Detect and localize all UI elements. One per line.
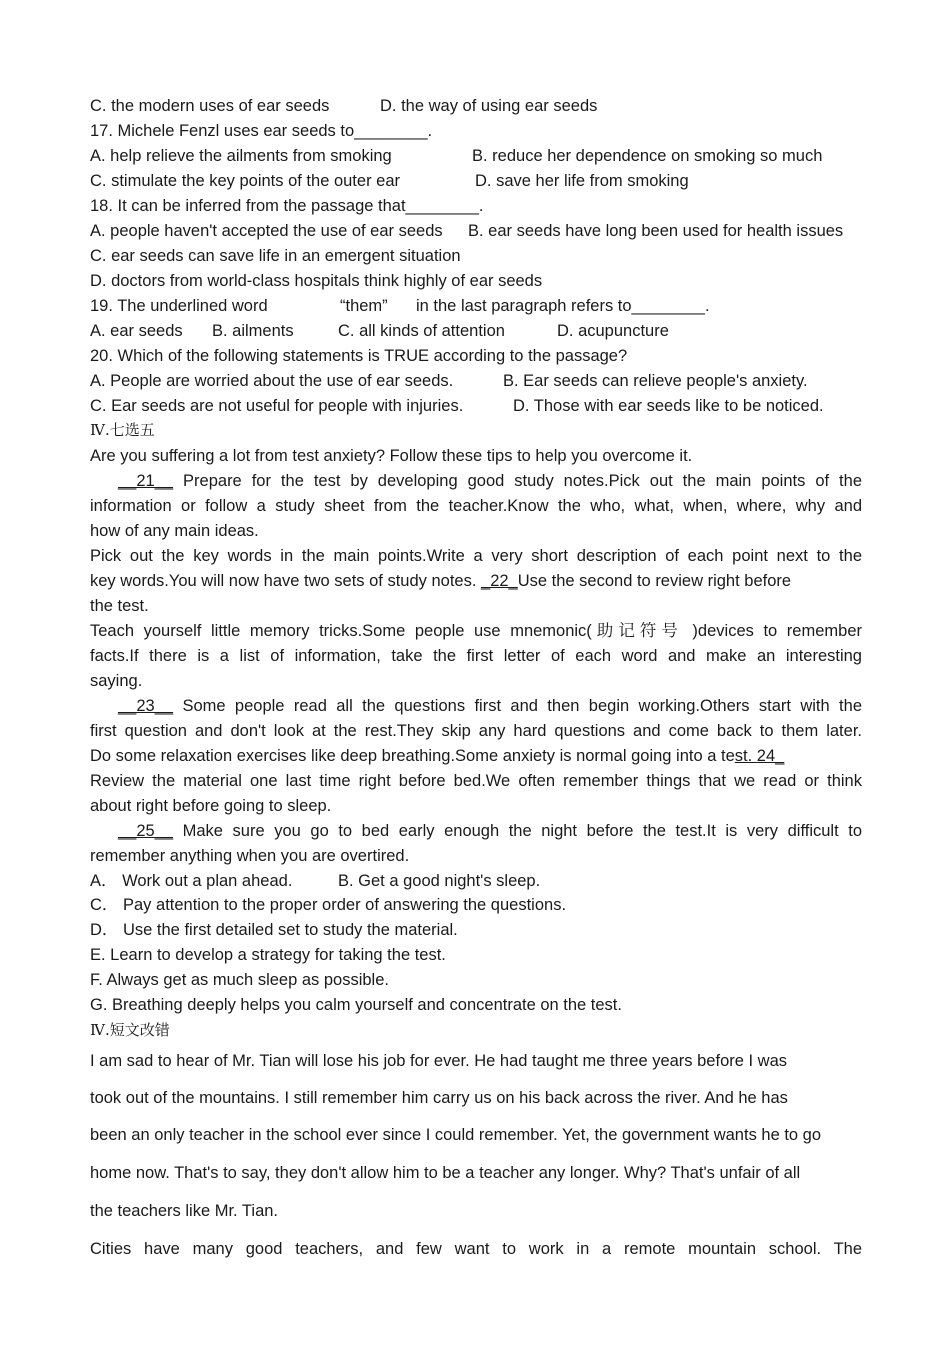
q20-option-c: C. Ear seeds are not useful for people with injuries. xyxy=(90,397,464,415)
paragraph-1-text: Prepare for the test by developing good study notes.Pick out the main points of the xyxy=(173,472,862,490)
choice-d: D． Use the first detailed set to study the material. xyxy=(90,921,458,939)
q19-option-b: B. ailments xyxy=(212,322,294,340)
section-heading-error-correction: Ⅳ.短文改错 xyxy=(90,1021,170,1039)
paragraph-1-line-1 xyxy=(118,469,862,493)
q18-stem: 18. It can be inferred from the passage that________. xyxy=(90,197,484,215)
essay-line-2: took out of the mountains. I still remember him carry us on his back across the river. And he has xyxy=(90,1089,788,1107)
q16-option-c: C. the modern uses of ear seeds xyxy=(90,97,330,115)
q17-stem: 17. Michele Fenzl uses ear seeds to________. xyxy=(90,122,433,140)
paragraph-2-text-a: key words.You will now have two sets of study notes. xyxy=(90,572,482,590)
essay-line-5: the teachers like Mr. Tian. xyxy=(90,1202,279,1220)
q20-option-b: B. Ear seeds can relieve people's anxiety. xyxy=(503,372,808,390)
q17-option-d: D. save her life from smoking xyxy=(475,172,689,190)
paragraph-2-line-2 xyxy=(90,569,791,593)
choice-g: G. Breathing deeply helps you calm yourself and concentrate on the test. xyxy=(90,996,622,1014)
paragraph-5-line-1 xyxy=(90,744,784,768)
q16-option-d: D. the way of using ear seeds xyxy=(380,97,598,115)
essay-line-3: been an only teacher in the school ever since I could remember. Yet, the government wants he to go xyxy=(90,1126,822,1144)
q20-option-d: D. Those with ear seeds like to be noticed. xyxy=(513,397,824,415)
q20-stem: 20. Which of the following statements is TRUE according to the passage? xyxy=(90,347,628,365)
blank-22: _22_ xyxy=(481,572,518,590)
paragraph-4-line-1 xyxy=(118,694,862,718)
q17-option-c: C. stimulate the key points of the outer ear xyxy=(90,172,400,190)
passage-intro: Are you suffering a lot from test anxiety? Follow these tips to help you overcome it. xyxy=(90,447,693,465)
paragraph-3-line-2: facts.If there is a list of information, take the first letter of each word and make an interesting xyxy=(90,647,862,665)
paragraph-4-line-2: first question and don't look at the rest.They skip any hard questions and come back to them later. xyxy=(90,722,862,740)
paragraph-5-line-3: about right before going to sleep. xyxy=(90,797,332,815)
q19-stem-part1: 19. The underlined word xyxy=(90,297,268,315)
paragraph-3-line-1: Teach yourself little memory tricks.Some people use mnemonic(助记符号 )devices to remember xyxy=(90,622,862,640)
q19-option-d: D. acupuncture xyxy=(557,322,669,340)
paragraph-4-text: Some people read all the questions first and then begin working.Others start with the xyxy=(173,697,862,715)
paragraph-5-underlined: st. xyxy=(734,747,757,765)
paragraph-6-line-1 xyxy=(118,819,862,843)
q19-option-c: C. all kinds of attention xyxy=(338,322,505,340)
q19-option-a: A. ear seeds xyxy=(90,322,183,340)
q18-option-b: B. ear seeds have long been used for health issues xyxy=(468,222,844,240)
paragraph-1-line-2: information or follow a study sheet from the teacher.Know the who, what, when, where, why and xyxy=(90,497,862,515)
essay-line-1: I am sad to hear of Mr. Tian will lose his job for ever. He had taught me three years before I was xyxy=(90,1052,788,1070)
paragraph-1-line-3: how of any main ideas. xyxy=(90,522,259,540)
paragraph-6-line-2: remember anything when you are overtired. xyxy=(90,847,410,865)
choice-e: E. Learn to develop a strategy for taking the test. xyxy=(90,946,446,964)
section-heading-seven-choose-five: Ⅳ.七选五 xyxy=(90,421,155,439)
paragraph-5-text-a: Do some relaxation exercises like deep breathing.Some anxiety is normal going into a te xyxy=(90,747,735,765)
paragraph-2-line-1: Pick out the key words in the main points.Write a very short description of each point next to the xyxy=(90,547,862,565)
q17-option-a: A. help relieve the ailments from smoking xyxy=(90,147,392,165)
q19-stem-underlined-word: “them” xyxy=(340,297,388,315)
q18-option-c: C. ear seeds can save life in an emergent situation xyxy=(90,247,461,265)
paragraph-2-text-b: Use the second to review right before xyxy=(517,572,792,590)
choice-a: A． Work out a plan ahead. xyxy=(90,872,293,890)
q19-stem-part2: in the last paragraph refers to________. xyxy=(416,297,710,315)
blank-23: __23__ xyxy=(118,697,174,715)
essay-line-6: Cities have many good teachers, and few want to work in a remote mountain school. The xyxy=(90,1240,862,1258)
blank-21: __21__ xyxy=(118,472,174,490)
q20-option-a: A. People are worried about the use of ear seeds. xyxy=(90,372,454,390)
paragraph-5-line-2: Review the material one last time right before bed.We often remember things that we read or think xyxy=(90,772,862,790)
choice-b: B. Get a good night's sleep. xyxy=(338,872,541,890)
q17-option-b: B. reduce her dependence on smoking so much xyxy=(472,147,823,165)
paragraph-2-line-3: the test. xyxy=(90,597,149,615)
blank-24: 24_ xyxy=(756,747,785,765)
essay-line-4: home now. That's to say, they don't allow him to be a teacher any longer. Why? That's unfair of all xyxy=(90,1164,801,1182)
blank-25: __25__ xyxy=(118,822,174,840)
q18-option-d: D. doctors from world-class hospitals think highly of ear seeds xyxy=(90,272,543,290)
choice-c: C． Pay attention to the proper order of answering the questions. xyxy=(90,896,567,914)
q18-option-a: A. people haven't accepted the use of ear seeds xyxy=(90,222,443,240)
choice-f: F. Always get as much sleep as possible. xyxy=(90,971,389,989)
paragraph-6-text: Make sure you go to bed early enough the night before the test.It is very difficult to xyxy=(173,822,862,840)
paragraph-3-line-3: saying. xyxy=(90,672,143,690)
